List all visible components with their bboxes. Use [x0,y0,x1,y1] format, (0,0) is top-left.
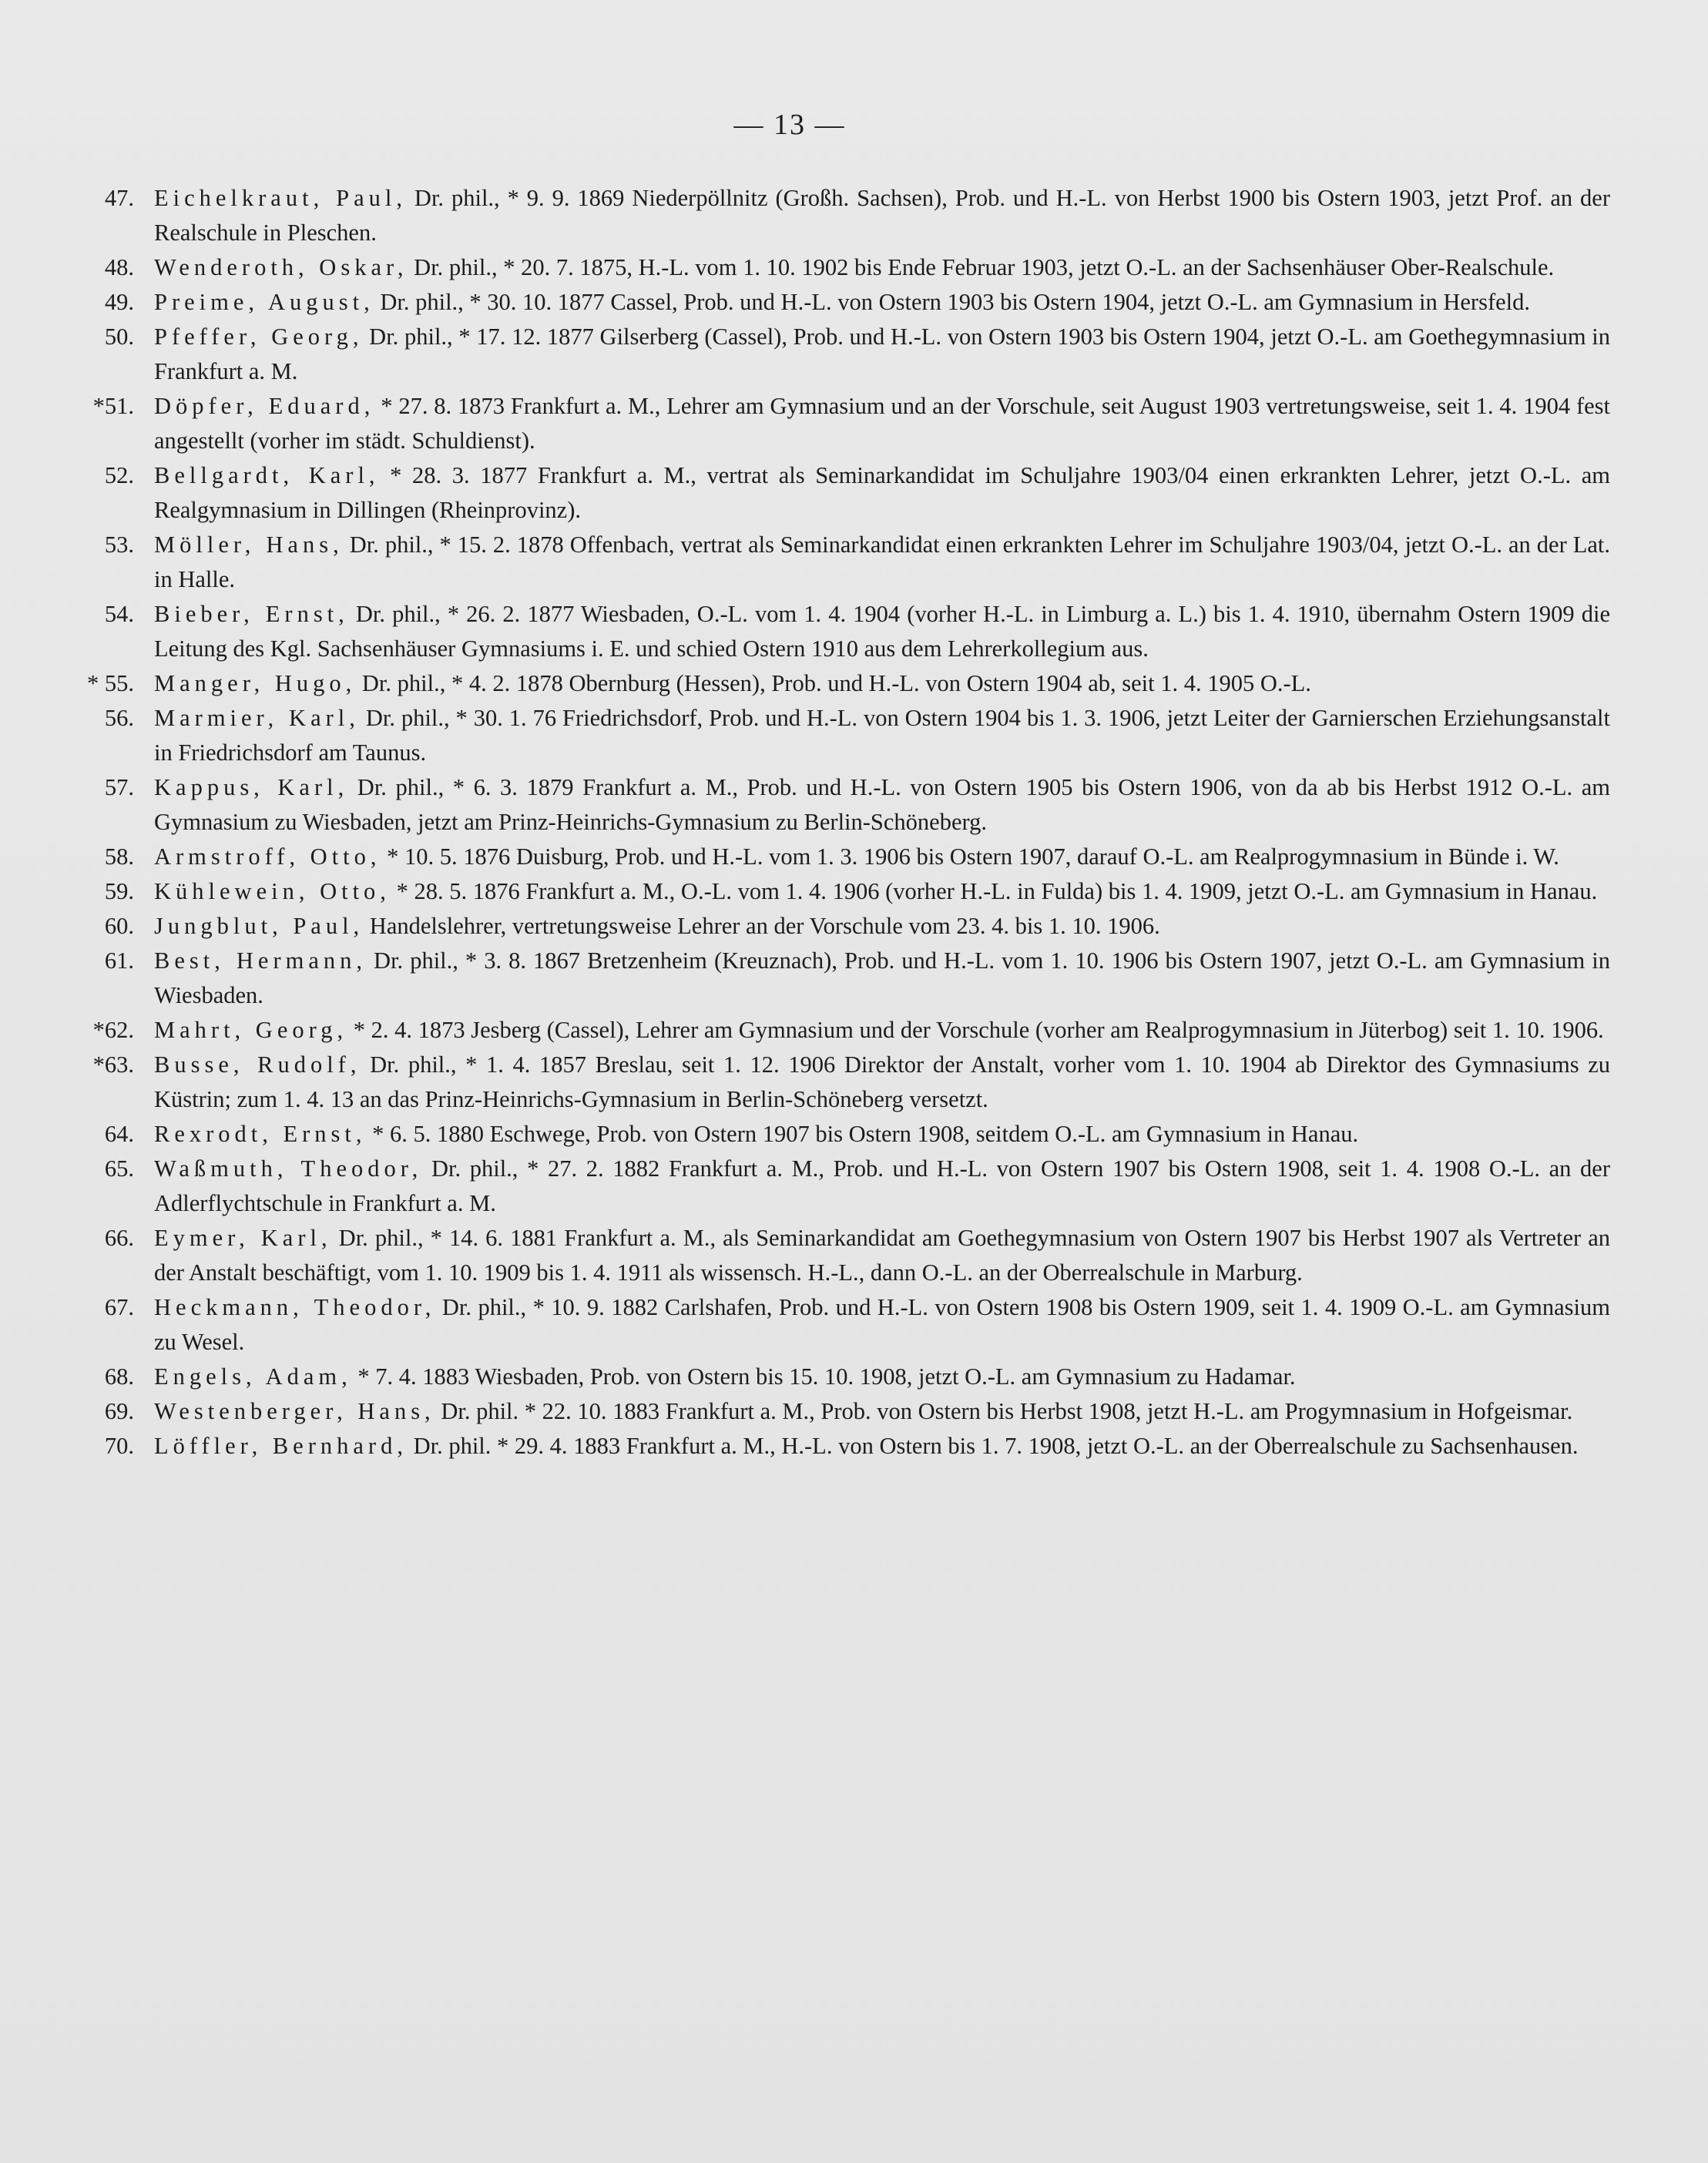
entry-name: Eichelkraut, Paul, [154,185,407,211]
entry-text: Dr. phil., * 6. 3. 1879 Frankfurt a. M., Prob. und H.-L. von Ostern 1905 bis Ostern 1906, von da ab bis Herbst 1912 O.-L. am Gymnasium zu Wiesbaden, jetzt am Prinz-Heinrichs-Gymnasium zu Berlin-Schöneberg. [154,774,1610,835]
entry-number: 58. [104,843,134,870]
entry-name: Kappus, Karl, [154,774,349,800]
list-item [77,1221,1610,1290]
list-item [77,1394,1610,1429]
entry-number: 52. [104,462,134,488]
entry-name: Preime, August, [154,289,374,315]
entry-text: Dr. phil., * 9. 9. 1869 Niederpöllnitz (Großh. Sachsen), Prob. und H.-L. von Herbst 1900 bis Ostern 1903, jetzt Prof. an der Realschule in Pleschen. [154,185,1610,246]
entry-text: Dr. phil., * 15. 2. 1878 Offenbach, vertrat als Seminarkandidat einen erkrankten Lehrer im Schuljahre 1903/04, jetzt O.-L. an der Lat. in Halle. [154,532,1610,592]
entry-name: Bellgardt, Karl, [154,462,380,488]
list-item [77,458,1610,528]
entry-name: Wenderoth, Oskar, [154,254,408,280]
entry-text: Dr. phil., * 26. 2. 1877 Wiesbaden, O.-L. vom 1. 4. 1904 (vorher H.-L. in Limburg a. L.) bis 1. 4. 1910, übernahm Ostern 1909 die Leitung des Kgl. Sachsenhäuser Gymnasiums i. E. und schied Ostern 1910 aus dem Lehrerkollegium aus. [154,601,1610,662]
page-number: — 13 — [733,109,846,141]
list-item [77,1429,1610,1464]
entry-number: 60. [104,913,134,939]
entry-name: Armstroff, Otto, [154,843,381,870]
list-item [77,1290,1610,1360]
entry-name: Mahrt, Georg, [154,1017,348,1043]
entry-name: Kühlewein, Otto, [154,878,391,904]
entry-text: * 28. 5. 1876 Frankfurt a. M., O.-L. vom 1. 4. 1906 (vorher H.-L. in Fulda) bis 1. 4. 1909, jetzt O.-L. am Gymnasium in Hanau. [390,878,1598,904]
entry-number: 67. [104,1294,134,1320]
entry-name: Eymer, Karl, [154,1225,332,1251]
entry-name: Döpfer, Eduard, [154,393,375,419]
entry-name: Westenberger, Hans, [154,1398,435,1424]
entry-number: 68. [104,1363,134,1390]
entry-number: 47. [104,185,134,211]
entry-text: Handelslehrer, vertretungsweise Lehrer an der Vorschule vom 23. 4. bis 1. 10. 1906. [364,913,1160,939]
entry-number: * 55. [87,670,134,696]
list-item [77,944,1610,1013]
entry-number: 53. [104,532,134,558]
list-item [77,597,1610,666]
entry-text: Dr. phil., * 30. 10. 1877 Cassel, Prob. und H.-L. von Ostern 1903 bis Ostern 1904, jetzt O.-L. am Gymnasium in Hersfeld. [374,289,1530,315]
list-item [77,874,1610,909]
entry-text: Dr. phil., * 20. 7. 1875, H.-L. vom 1. 10. 1902 bis Ende Februar 1903, jetzt O.-L. an der Sachsenhäuser Ober-Realschule. [408,254,1555,280]
entry-number: *62. [92,1017,134,1043]
entry-number: 50. [104,324,134,350]
entry-name: Best, Hermann, [154,947,367,974]
entry-text: Dr. phil., * 30. 1. 76 Friedrichsdorf, Prob. und H.-L. von Ostern 1904 bis 1. 3. 1906, jetzt Leiter der Garnierschen Erziehungsanstalt in Friedrichsdorf am Taunus. [154,705,1610,766]
entry-text: * 28. 3. 1877 Frankfurt a. M., vertrat als Seminarkandidat im Schuljahre 1903/04 einen erkrankten Lehrer, jetzt O.-L. am Realgymnasium in Dillingen (Rheinprovinz). [154,462,1610,523]
list-item [77,840,1610,874]
list-item [77,1360,1610,1394]
list-item [77,1048,1610,1117]
entry-number: 61. [104,947,134,974]
entry-text: * 7. 4. 1883 Wiesbaden, Prob. von Ostern bis 15. 10. 1908, jetzt O.-L. am Gymnasium zu Hadamar. [351,1363,1296,1390]
entry-text: Dr. phil., * 17. 12. 1877 Gilserberg (Cassel), Prob. und H.-L. von Ostern 1903 bis Ostern 1904, jetzt O.-L. am Goethegymnasium in Frankfurt a. M. [154,324,1610,384]
entry-name: Rexrodt, Ernst, [154,1121,367,1147]
list-item [77,320,1610,389]
entry-text: Dr. phil., * 10. 9. 1882 Carlshafen, Prob. und H.-L. von Ostern 1908 bis Ostern 1909, seit 1. 4. 1909 O.-L. am Gymnasium zu Wesel. [154,1294,1611,1355]
list-item [77,181,1610,250]
entry-name: Manger, Hugo, [154,670,357,696]
entry-text: Dr. phil. * 29. 4. 1883 Frankfurt a. M., H.-L. von Ostern bis 1. 7. 1908, jetzt O.-L. an der Oberrealschule zu Sachsenhausen. [407,1433,1579,1459]
entry-text: Dr. phil., * 14. 6. 1881 Frankfurt a. M., als Seminarkandidat am Goethegymnasium von Ostern 1907 bis Herbst 1907 als Vertreter an der Anstalt beschäftigt, vom 1. 10. 1909 bis 1. 4. 1911 als wissensch. H.-L., dann O.-L. an der Oberrealschule in Marburg. [154,1225,1610,1286]
entry-number: *51. [92,393,134,419]
list-item [77,701,1610,770]
entry-text: Dr. phil., * 27. 2. 1882 Frankfurt a. M., Prob. und H.-L. von Ostern 1907 bis Ostern 1908, seit 1. 4. 1908 O.-L. an der Adlerflychtschule in Frankfurt a. M. [154,1155,1610,1216]
list-item [77,528,1610,597]
list-item [77,285,1610,320]
entry-number: *63. [92,1051,134,1078]
entry-list [77,181,1610,1464]
list-item [77,909,1610,944]
entry-text: * 27. 8. 1873 Frankfurt a. M., Lehrer am Gymnasium und an der Vorschule, seit August 1903 vertretungsweise, seit 1. 4. 1904 fest angestellt (vorher im städt. Schuldienst). [154,393,1610,454]
entry-number: 49. [104,289,134,315]
entry-number: 59. [104,878,134,904]
entry-name: Löffler, Bernhard, [154,1433,408,1459]
entry-text: * 10. 5. 1876 Duisburg, Prob. und H.-L. vom 1. 3. 1906 bis Ostern 1907, darauf O.-L. am Realprogymnasium in Bünde i. W. [381,843,1559,870]
entry-name: Pfeffer, Georg, [154,324,364,350]
entry-number: 64. [104,1121,134,1147]
entry-text: Dr. phil., * 3. 8. 1867 Bretzenheim (Kreuznach), Prob. und H.-L. vom 1. 10. 1906 bis Ostern 1907, jetzt O.-L. am Gymnasium in Wiesbaden. [154,947,1610,1008]
entry-name: Bieber, Ernst, [154,601,349,627]
list-item [77,389,1610,458]
list-item [77,1117,1610,1152]
list-item [77,1152,1610,1221]
list-item [77,250,1610,285]
entry-text: Dr. phil., * 4. 2. 1878 Obernburg (Hessen), Prob. und H.-L. von Ostern 1904 ab, seit 1. 4. 1905 O.-L. [356,670,1311,696]
entry-name: Waßmuth, Theodor, [154,1155,423,1182]
list-item [77,1013,1610,1048]
entry-number: 56. [104,705,134,731]
entry-number: 69. [104,1398,134,1424]
entry-number: 48. [104,254,134,280]
entry-text: * 2. 4. 1873 Jesberg (Cassel), Lehrer am Gymnasium und der Vorschule (vorher am Realprogymnasium in Jüterbog) seit 1. 10. 1906. [347,1017,1604,1043]
list-item [77,666,1610,701]
entry-number: 70. [104,1433,134,1459]
entry-number: 54. [104,601,134,627]
entry-name: Engels, Adam, [154,1363,352,1390]
entry-name: Busse, Rudolf, [154,1051,361,1078]
list-item [77,770,1610,840]
entry-name: Möller, Hans, [154,532,344,558]
entry-number: 65. [104,1155,134,1182]
entry-number: 57. [104,774,134,800]
entry-text: * 6. 5. 1880 Eschwege, Prob. von Ostern 1907 bis Ostern 1908, seitdem O.-L. am Gymnasium in Hanau. [366,1121,1359,1147]
entry-text: Dr. phil. * 22. 10. 1883 Frankfurt a. M., Prob. von Ostern bis Herbst 1908, jetzt H.-L. am Progymnasium in Hofgeismar. [435,1398,1573,1424]
entry-text: Dr. phil., * 1. 4. 1857 Breslau, seit 1. 12. 1906 Direktor der Anstalt, vorher vom 1. 10. 1904 ab Direktor des Gymnasiums zu Küstrin; zum 1. 4. 13 an das Prinz-Heinrichs-Gymnasium in Berlin-Schöneberg versetzt. [154,1051,1611,1112]
entry-number: 66. [104,1225,134,1251]
entry-name: Marmier, Karl, [154,705,360,731]
entry-name: Jungblut, Paul, [154,913,364,939]
entry-name: Heckmann, Theodor, [154,1294,436,1320]
